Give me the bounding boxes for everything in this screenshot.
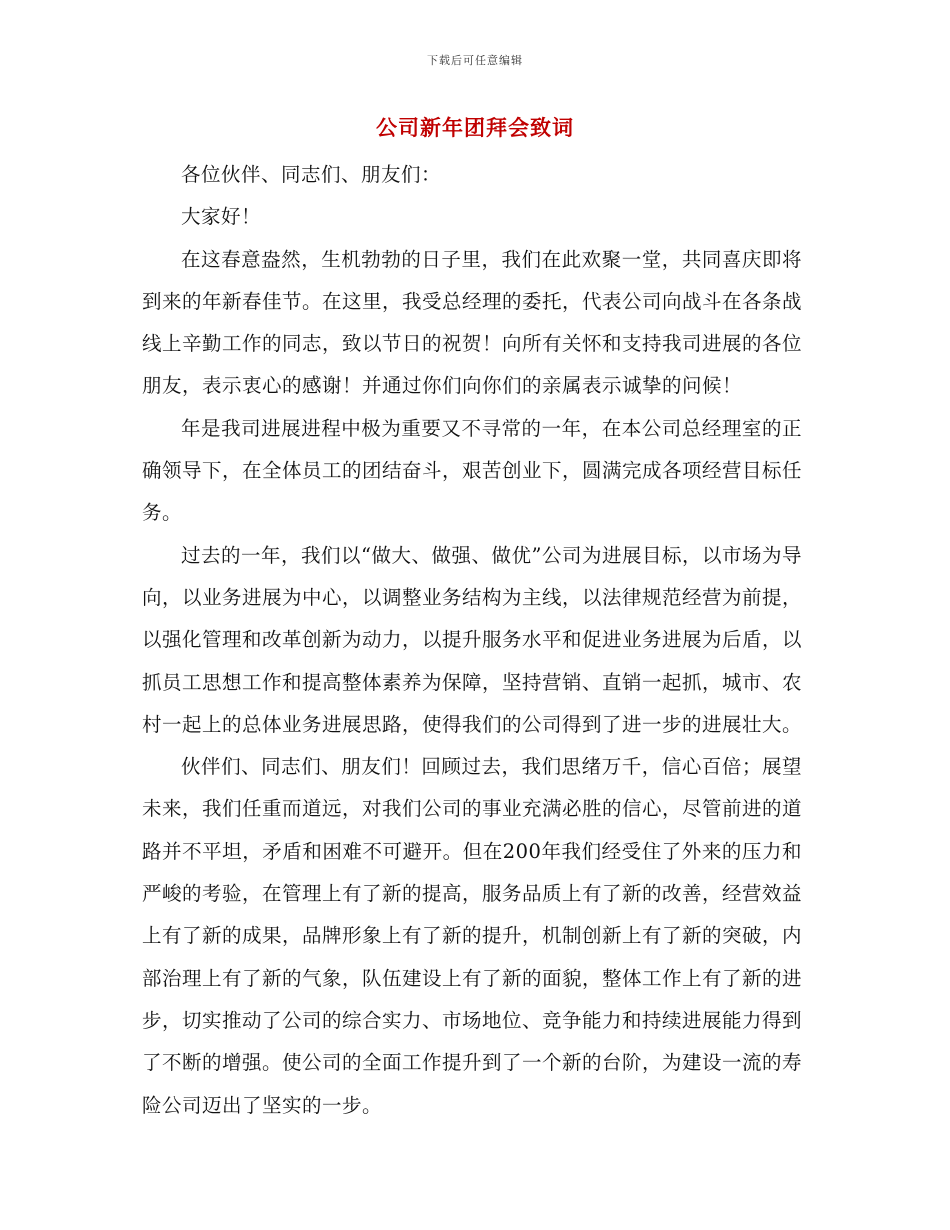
document-title: 公司新年团拜会致词	[376, 116, 574, 140]
paragraph-review: 伙伴们、同志们、朋友们！回顾过去，我们思绪万千，信心百倍；展望未来，我们任重而道远，对我们公司的事业充满必胜的信心，尽管前进的道路并不平坦，矛盾和困难不可避开。但在200年我们经受住了外来的压力和严峻的考验，在管理上有了新的提高，服务品质上有了新的改善，经营效益上有了新的成果，品牌形象上有了新的提升，机制创新上有了新的突破，内部治理上有了新的气象，队伍建设上有了新的面貌，整体工作上有了新的进步，切实推动了公司的综合实力、市场地位、竞争能力和持续进展能力得到了不断的增强。使公司的全面工作提升到了一个新的台阶，为建设一流的寿险公司迈出了坚实的一步。	[142, 755, 803, 1117]
paragraph-past-year: 过去的一年，我们以“做大、做强、做优”公司为进展目标，以市场为导向，以业务进展为中心，以调整业务结构为主线，以法律规范经营为前提，以强化管理和改革创新为动力，以提升服务水平和促进业务进展为后盾，以抓员工思想工作和提高整体素养为保障，坚持营销、直销一起抓，城市、农村一起上的总体业务进展思路，使得我们的公司得到了进一步的进展壮大。	[142, 543, 803, 736]
paragraph-greeting: 大家好！	[181, 205, 262, 229]
paragraph-opening: 在这春意盎然，生机勃勃的日子里，我们在此欢聚一堂，共同喜庆即将到来的年新春佳节。在这里，我受总经理的委托，代表公司向战斗在各条战线上辛勤工作的同志，致以节日的祝贺！向所有关怀和支持我司进展的各位朋友，表示衷心的感谢！并通过你们向你们的亲属表示诚挚的问候！	[142, 247, 803, 398]
paragraph-salutation: 各位伙伴、同志们、朋友们：	[181, 163, 442, 186]
paragraph-year-summary: 年是我司进展进程中极为重要又不寻常的一年，在本公司总经理室的正确领导下，在全体员工的团结奋斗，艰苦创业下，圆满完成各项经营目标任务。	[142, 416, 803, 525]
page-header-note: 下载后可任意编辑	[427, 54, 523, 67]
document-body	[142, 154, 802, 1127]
